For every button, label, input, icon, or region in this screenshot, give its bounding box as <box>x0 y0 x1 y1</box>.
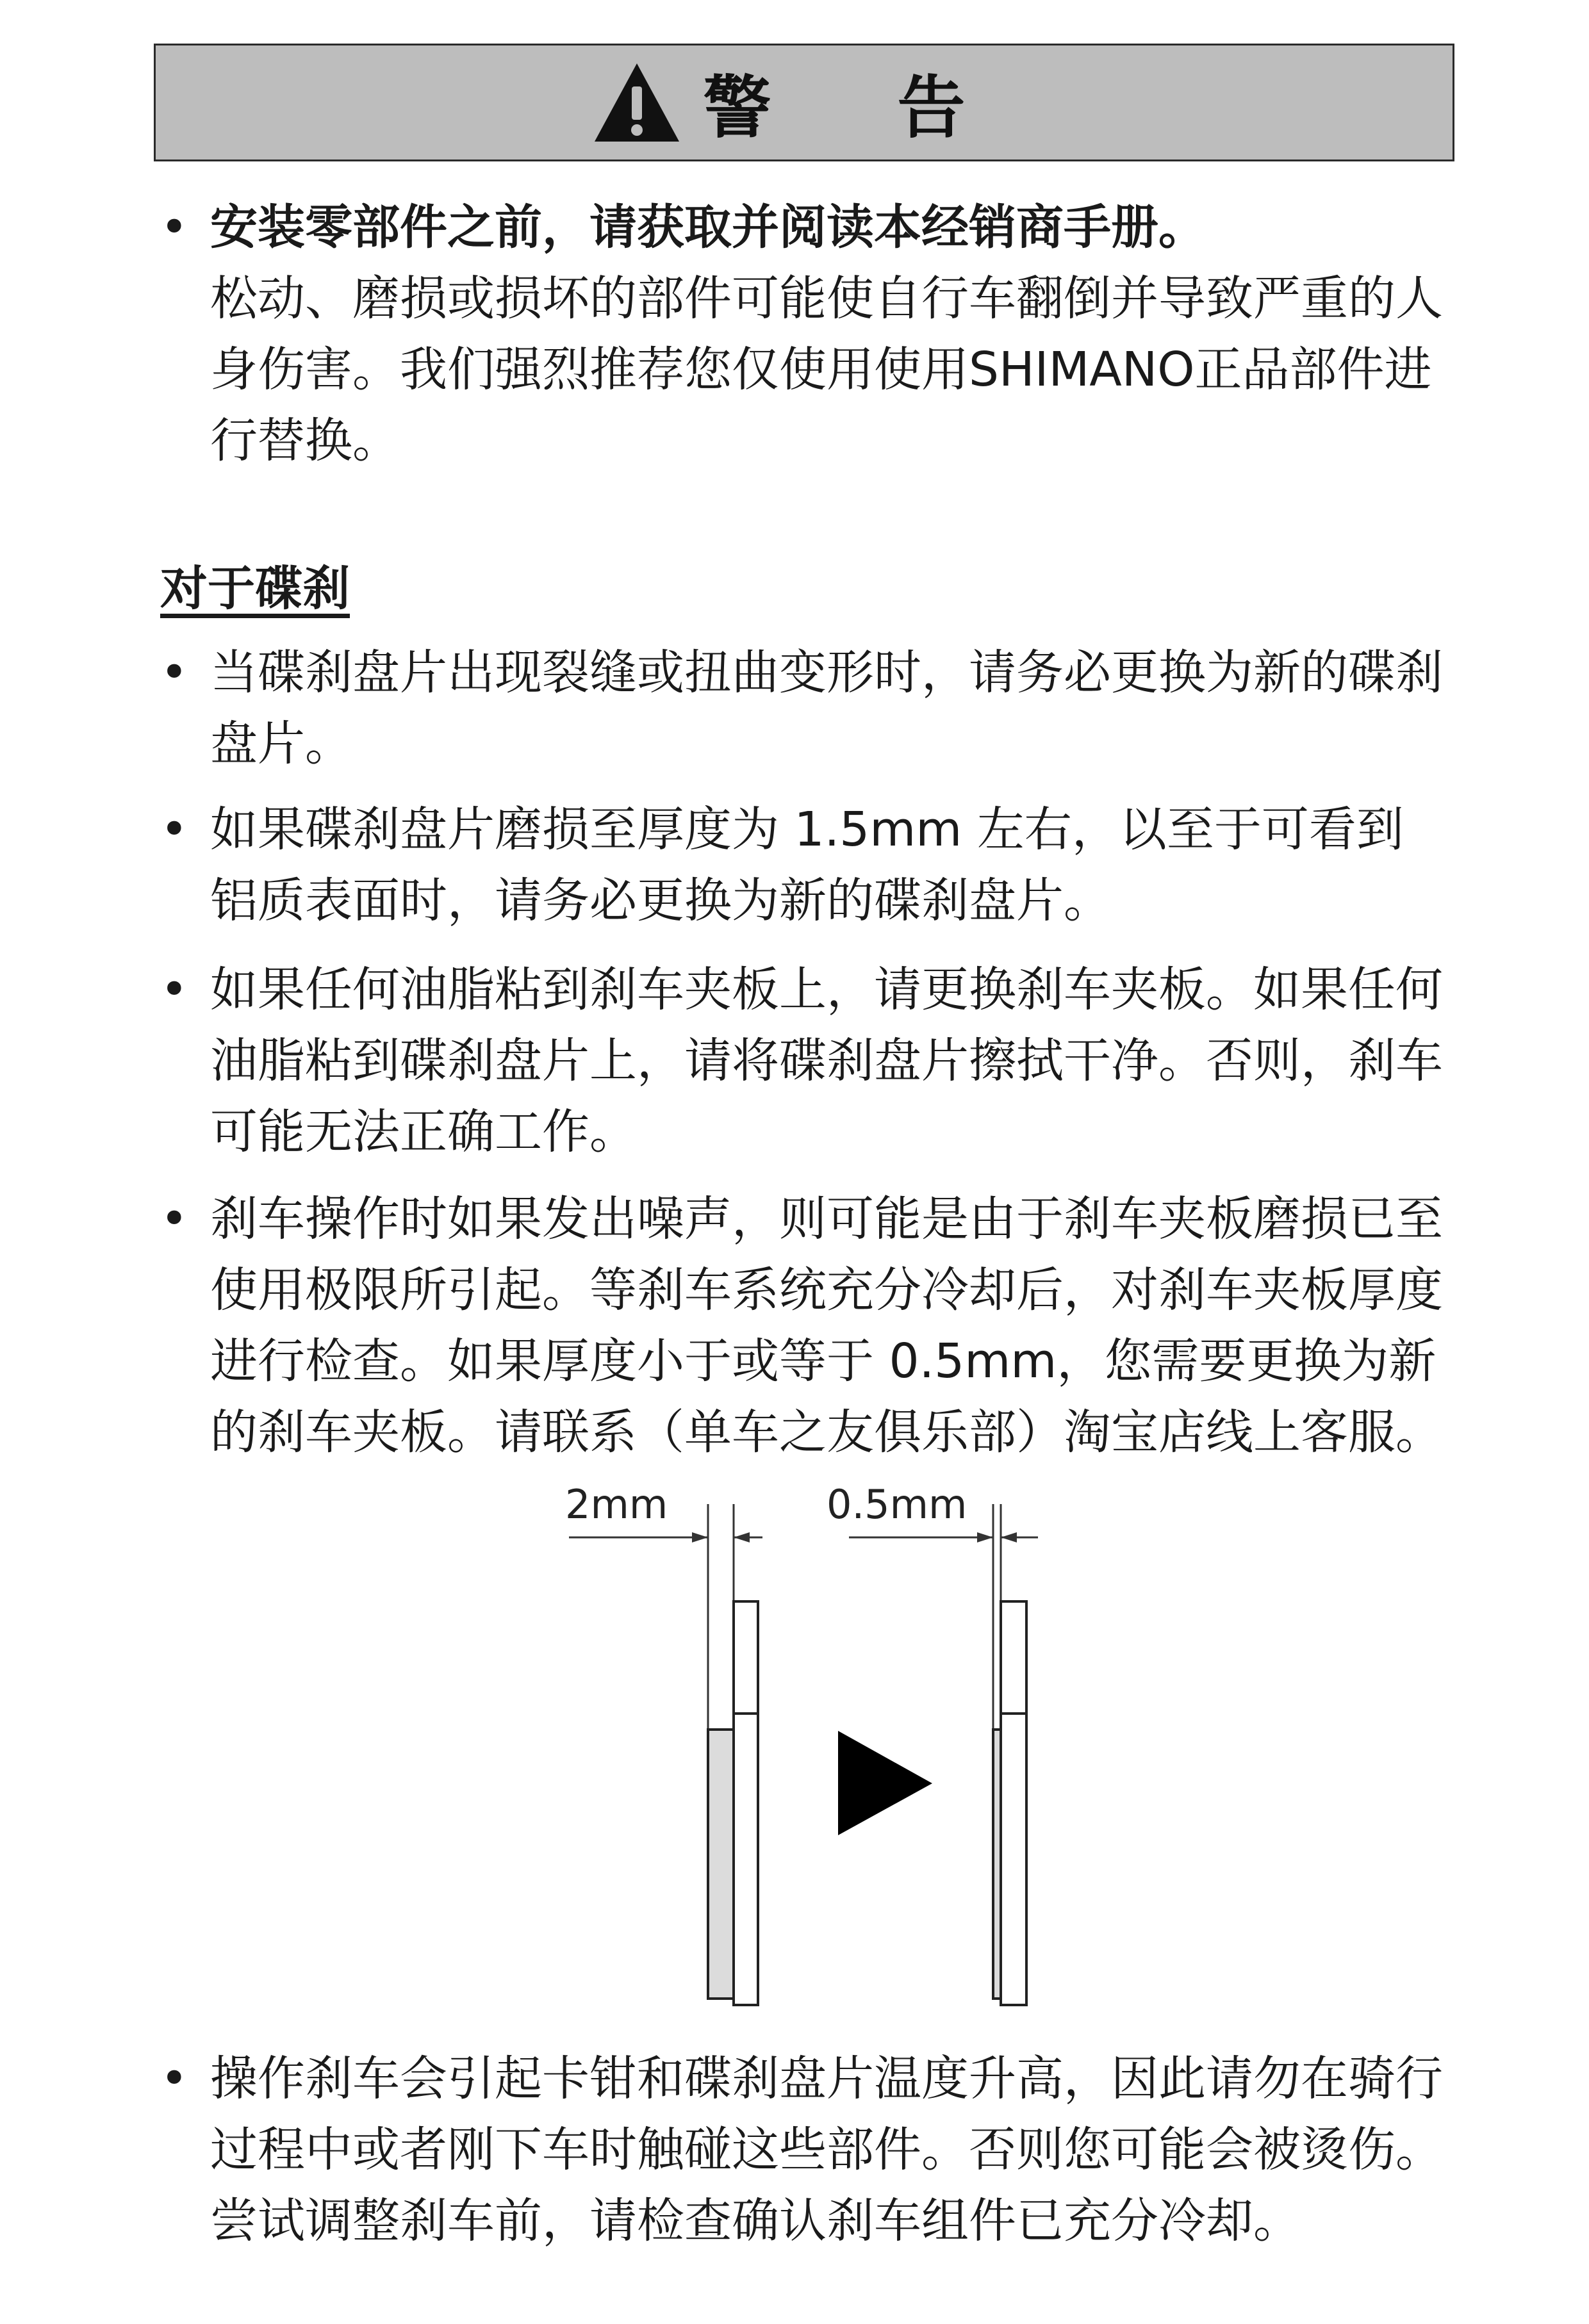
warning-header <box>154 44 1454 161</box>
intro-line: 松动、磨损或损坏的部件可能使自行车翻倒并导致严重的人 <box>210 271 1443 326</box>
item-line: 可能无法正确工作。 <box>210 1104 637 1159</box>
intro-line: 身伤害。我们强烈推荐您仅使用使用SHIMANO正品部件进 <box>210 342 1432 397</box>
label-0.5mm: 0.5mm <box>827 1481 967 1528</box>
item-line: 如果碟刹盘片磨损至厚度为 1.5mm 左右，以至于可看到 <box>210 802 1404 857</box>
play-triangle-icon <box>838 1731 932 1835</box>
bullet: • <box>160 802 188 857</box>
item-line: 如果任何油脂粘到刹车夹板上，请更换刹车夹板。如果任何 <box>210 962 1443 1017</box>
item-line: 进行检查。如果厚度小于或等于 0.5mm，您需要更换为新 <box>210 1334 1437 1389</box>
item-line: 使用极限所引起。等刹车系统充分冷却后，对刹车夹板厚度 <box>210 1263 1443 1318</box>
right-pad-lining <box>993 1730 1001 1999</box>
bullet: • <box>160 200 188 255</box>
item-line: 铝质表面时，请务必更换为新的碟刹盘片。 <box>210 873 1111 928</box>
left-pad-lining <box>708 1730 734 1999</box>
item-line: 过程中或者刚下车时触碰这些部件。否则您可能会被烫伤。 <box>210 2122 1443 2177</box>
warning-title: 警 告 <box>703 69 1017 147</box>
item-line: 尝试调整刹车前，请检查确认刹车组件已充分冷却。 <box>210 2193 1301 2248</box>
item-line: 盘片。 <box>210 716 352 771</box>
warning-triangle-icon <box>592 61 682 144</box>
section-heading: 对于碟刹 <box>160 561 350 616</box>
item-line: 当碟刹盘片出现裂缝或扭曲变形时，请务必更换为新的碟刹 <box>210 645 1443 700</box>
label-2mm: 2mm <box>565 1481 668 1528</box>
right-backing-plate <box>1001 1601 1026 2005</box>
brake-pad-diagram <box>545 1467 1083 2018</box>
bullet: • <box>160 1191 188 1247</box>
bullet: • <box>160 962 188 1017</box>
item-line: 操作刹车会引起卡钳和碟刹盘片温度升高，因此请勿在骑行 <box>210 2051 1443 2106</box>
intro-line: 行替换。 <box>210 413 400 468</box>
bullet: • <box>160 645 188 700</box>
item-line: 的刹车夹板。请联系（单车之友俱乐部）淘宝店线上客服。 <box>210 1405 1443 1460</box>
intro-lead: 安装零部件之前，请获取并阅读本经销商手册。 <box>210 200 1206 255</box>
item-line: 油脂粘到碟刹盘片上，请将碟刹盘片擦拭干净。否则，刹车 <box>210 1033 1443 1088</box>
item-line: 刹车操作时如果发出噪声，则可能是由于刹车夹板磨损已至 <box>210 1191 1443 1247</box>
bullet: • <box>160 2051 188 2106</box>
left-backing-plate <box>734 1601 758 2005</box>
